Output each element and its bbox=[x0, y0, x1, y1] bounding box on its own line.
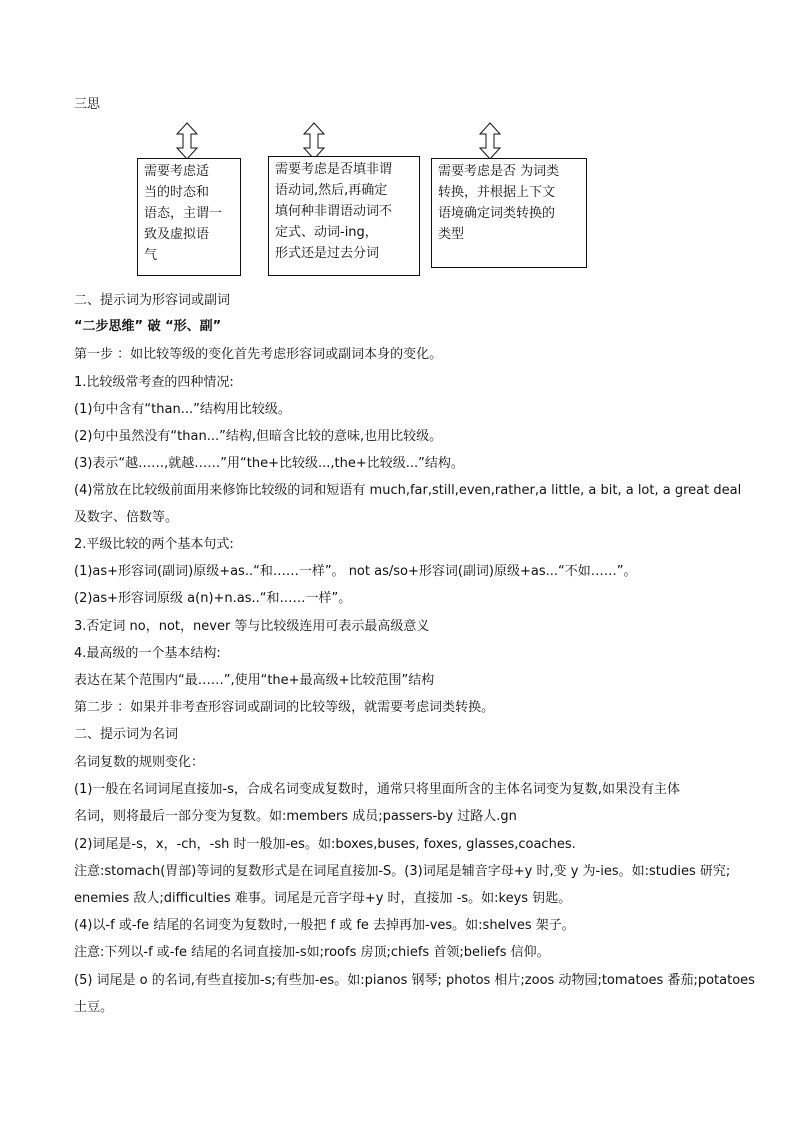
text-line: 3.否定词 no，not，never 等与比较级连用可表示最高级意义 bbox=[74, 619, 430, 634]
thinking-box-3 bbox=[431, 158, 587, 268]
box-line: 需要考虑是否 为词类 bbox=[438, 164, 560, 179]
section-header-sansi: 三思 bbox=[74, 97, 101, 112]
double-arrow-icon bbox=[478, 122, 502, 160]
text-line: (4)以-f 或-fe 结尾的名词变为复数时,一般把 f 或 fe 去掉再加-ves。如:shelves 架子。 bbox=[74, 918, 575, 933]
text-line: (1)句中含有“than...”结构用比较级。 bbox=[74, 402, 291, 417]
text-line: (4)常放在比较级前面用来修饰比较级的词和短语有 much,far,still,even,rather,a little, a bit, a lot, a great deal bbox=[74, 483, 742, 498]
text-line: 土豆。 bbox=[74, 1000, 114, 1015]
heading-noun: 二、提示词为名词 bbox=[74, 727, 179, 742]
box-line: 当的时态和 bbox=[144, 185, 210, 200]
text-line: enemies 敌人;difficulties 难事。词尾是元音字母+y 时，直接加 -s。如:keys 钥匙。 bbox=[74, 891, 572, 906]
text-line: 2.平级比较的两个基本句式: bbox=[74, 537, 234, 552]
box-line: 形式还是过去分词 bbox=[275, 246, 380, 261]
text-line: (3)表示“越……,就越……”用“the+比较级...,the+比较级...”结构。 bbox=[74, 456, 464, 471]
box-line: 语动词,然后,再确定 bbox=[275, 183, 388, 198]
heading-adjective-adverb: 二、提示词为形容词或副词 bbox=[74, 293, 231, 308]
box-line: 定式、动词-ing， bbox=[275, 225, 378, 240]
step-two: 第二步 ：如果并非考查形容词或副词的比较等级，就需要考虑词类转换。 bbox=[74, 700, 495, 715]
thinking-box-2 bbox=[268, 156, 420, 276]
text-line: 注意:stomach(胃部)等词的复数形式是在词尾直接加-S。(3)词尾是辅音字母+y 时,变 y 为-ies。如:studies 研究; bbox=[74, 864, 731, 879]
text-line: 1.比较级常考查的四种情况: bbox=[74, 375, 234, 390]
text-line: (5) 词尾是 o 的名词,有些直接加-s;有些加-es。如:pianos 钢琴; photos 相片;zoos 动物园;tomatoes 番茄;potatoes bbox=[74, 973, 755, 988]
text-line: 表达在某个范围内“最……”,使用“the+最高级+比较范围”结构 bbox=[74, 673, 435, 688]
step-one: 第一步 ：如比较等级的变化首先考虑形容词或副词本身的变化。 bbox=[74, 347, 443, 362]
box-line: 转换，并根据上下文 bbox=[438, 185, 556, 200]
text-line: 注意:下列以-f 或-fe 结尾的名词直接加-s如;roofs 房顶;chiefs 首领;beliefs 信仰。 bbox=[74, 945, 550, 960]
text-line: 及数字、倍数等。 bbox=[74, 510, 179, 525]
box-line: 气 bbox=[144, 248, 158, 263]
text-line: 名词，则将最后一部分变为复数。如:members 成员;passers-by 过路人.gn bbox=[74, 809, 517, 824]
box-line: 语态，主谓一 bbox=[144, 206, 223, 221]
text-line: (2)句中虽然没有“than...”结构,但暗含比较的意味,也用比较级。 bbox=[74, 429, 443, 444]
box-line: 需要考虑适 bbox=[144, 164, 210, 179]
box-line: 需要考虑是否填非谓 bbox=[275, 162, 393, 177]
text-line: (1)一般在名词词尾直接加-s，合成名词变成复数时，通常只将里面所含的主体名词变为复数,如果没有主体 bbox=[74, 782, 681, 797]
box-line: 语境确定词类转换的 bbox=[438, 206, 556, 221]
box-line: 填何种非谓语动词不 bbox=[275, 204, 393, 219]
text-line: (1)as+形容词(副词)原级+as..“和……一样”。 not as/so+形容词(副词)原级+as...“不如……”。 bbox=[74, 564, 637, 579]
text-line: 名词复数的规则变化： bbox=[74, 755, 205, 770]
text-line: (2)词尾是-s，x，-ch，-sh 时一般加-es。如:boxes,buses, foxes, glasses,coaches. bbox=[74, 837, 576, 852]
double-arrow-icon bbox=[302, 122, 326, 160]
box-line: 类型 bbox=[438, 227, 465, 242]
box-line: 致及虚拟语 bbox=[144, 227, 210, 242]
double-arrow-icon bbox=[175, 122, 199, 160]
text-line: (2)as+形容词原级 a(n)+n.as..“和……一样”。 bbox=[74, 591, 352, 606]
thinking-box-1 bbox=[137, 158, 241, 276]
text-line: 4.最高级的一个基本结构: bbox=[74, 646, 221, 661]
subheading-two-step: “二步思维” 破 “形、副” bbox=[74, 319, 222, 334]
